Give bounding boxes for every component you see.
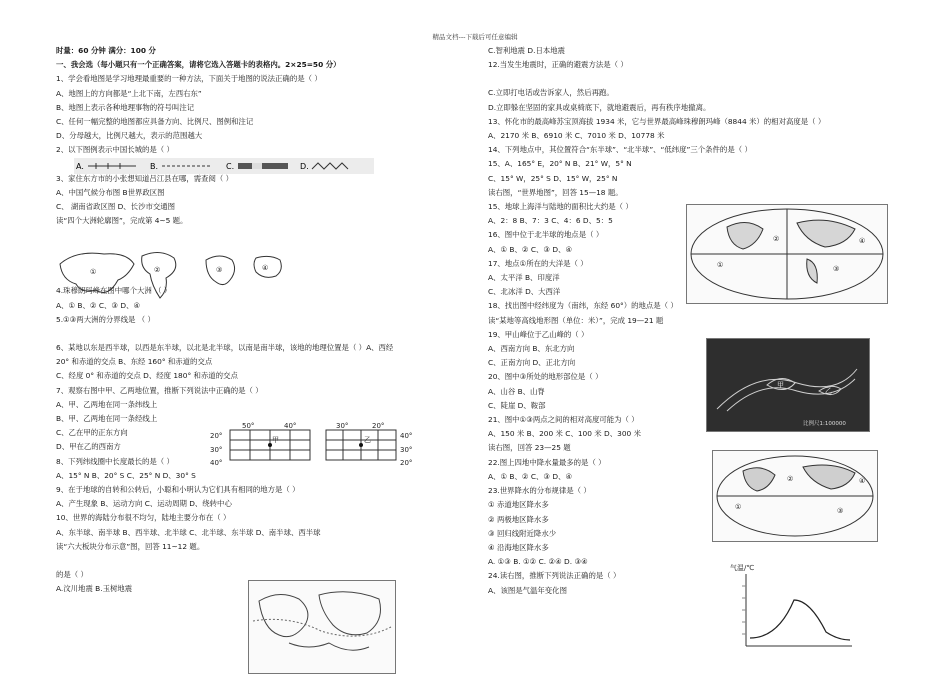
left-column-line: 读“六大板块分布示意”图，回答 11~12 题。 [56,541,205,551]
right-column-line: C、北冰洋 D、大西洋 [488,287,561,297]
svg-text:40°: 40° [284,422,297,430]
left-column-line: D、分母越大，比例尺越大，表示的范围越大 [56,131,203,141]
left-column-line: 2、以下图例表示中国长城的是（ ） [56,145,174,155]
left-column [56,44,466,597]
continent-label-4: ④ [262,264,269,272]
svg-text:30°: 30° [400,446,413,454]
legend-symbols [74,158,374,174]
right-column-line: 14、下列地点中，其位置符合“东半球”、“北半球”、“低纬度”三个条件的是（ ） [488,145,752,155]
svg-text:20°: 20° [210,432,223,440]
right-column-line: 读右图，“世界地图”，回答 15—18 题。 [488,187,623,197]
svg-text:乙: 乙 [825,387,832,395]
latlon-grid-figure [206,420,416,466]
left-column-line: C、 湖南省政区图 D、长沙市交通图 [56,202,176,212]
svg-text:40°: 40° [400,432,413,440]
left-column-line: 10、世界的海陆分布很不均匀，陆地主要分布在（ ） [56,513,231,523]
map-point-3: ③ [833,265,840,273]
left-column-line: A、甲、乙两地在同一条纬线上 [56,399,158,409]
contour-map-figure [706,338,870,432]
right-column-line: ② 两极地区降水多 [488,514,549,524]
right-column-line: D.立即躲在坚固的家具或桌椅底下，就地避震后，再有秩序地撤离。 [488,102,711,112]
svg-text:甲: 甲 [272,436,279,444]
right-column-line: A、① B、② C、③ D、④ [488,471,573,481]
right-column-line: 18、找出图中经纬度为（南纬，东经 60°）的地点是（ ） [488,301,678,311]
right-column-line: A、① B、② C、③ D、④ [488,244,573,254]
page-header: 精品文档---下载后可任意编辑 [432,33,518,41]
svg-text:甲: 甲 [777,381,784,389]
right-column-line: C.立即打电话或告诉家人，然后再跑。 [488,88,614,98]
right-column-line: 21、图中①③两点之间的相对高度可能为（ ） [488,415,639,425]
right-column-line: A、西南方向 B、东北方向 [488,344,575,354]
left-column-line: 一、我会选（每小题只有一个正确答案，请将它选入答题卡的表格内。2×25=50 分） [56,60,341,70]
svg-text:30°: 30° [210,446,223,454]
left-column-line: 7、观察右图中甲、乙两地位置，推断下列说法中正确的是（ ） [56,385,263,395]
left-column-line: 8、下列纬线圈中长度最长的是（ ） [56,456,174,466]
right-column-line: 17、地点①所在的大洋是（ ） [488,258,588,268]
left-column-line: A、中国气候分布图 B世界政区图 [56,187,165,197]
svg-text:C.: C. [226,162,235,171]
left-column-line [56,228,466,242]
svg-text:D.: D. [300,162,309,171]
left-column-line: 读“四个大洲轮廓图”，完成第 4~5 题。 [56,216,188,226]
left-column-line: A、产生现象 B、运动方向 C、运动周期 D、绕转中心 [56,499,232,509]
plate-map-figure [248,580,396,674]
left-column-line: C、任何一幅完整的地图都应具备方向、比例尺、图例和注记 [56,117,254,127]
left-column-line: 3、家住东方市的小张想知道吕江县在哪，需查阅（ ） [56,173,234,183]
right-column-line: 22.图上四地中降水量最多的是（ ） [488,457,606,467]
svg-text:B.: B. [150,162,159,171]
right-column-line: A、太平洋 B、印度洋 [488,273,560,283]
left-column-line: 的是（ ） [56,570,88,580]
left-column-line: A、① B、② C、③ D、④ [56,300,141,310]
left-column-line: A、地图上的方向都是“上北下南，左西右东” [56,88,202,98]
right-column-line: 16、图中位于北半球的地点是（ ） [488,230,604,240]
left-column-line: 6、某地以东是西半球，以西是东半球，以北是北半球，以南是南半球，该地的地理位置是（ ）A、西经 [56,343,394,353]
map-point-1: ① [717,261,724,269]
precip-point-1: ① [735,503,742,511]
temperature-chart-figure [728,560,856,660]
svg-text:20°: 20° [372,422,385,430]
right-column-line: C、15° W，25° S D、15° W，25° N [488,173,618,183]
precip-point-3: ③ [837,507,844,515]
map-point-2: ② [773,235,780,243]
temp-chart-label: 气温/℃ [730,564,755,572]
svg-text:50°: 50° [242,422,255,430]
map-point-4: ④ [859,237,866,245]
left-column-line: D、甲在乙的西南方 [56,442,121,452]
right-column-line: ④ 沿海地区降水多 [488,542,549,552]
right-column-line: 读右图，回答 23—25 题 [488,443,571,453]
right-column-line: C.智利地震 D.日本地震 [488,46,566,55]
left-column-line [56,327,466,341]
svg-text:乙: 乙 [364,436,371,444]
left-column-line: B、甲、乙两地在同一条经线上 [56,414,158,424]
left-column-line: 20° 和赤道的交点 B、东经 160° 和赤道的交点 [56,357,213,367]
right-column-line: C、陡崖 D、鞍部 [488,400,546,410]
right-column-line: A、山谷 B、山脊 [488,386,545,396]
world-map-figure [686,204,888,304]
left-column-line: C、乙在甲的正东方向 [56,428,128,438]
continent-label-2: ② [154,266,161,274]
right-column-line: 19、甲山峰位于乙山峰的（ ） [488,329,589,339]
left-column-line: A、15° N B、20° S C、25° N D、30° S [56,470,196,480]
left-column-line: 1、学会看地图是学习地理最重要的一种方法，下面关于地图的说法正确的是（ ） [56,74,322,84]
left-column-line: 时量：60 分钟 满分：100 分 [56,46,156,55]
right-column-line: A、该图是气温年变化图 [488,585,567,595]
precip-point-4: ④ [859,477,866,485]
left-column-line: B、地图上表示各种地理事物的符号叫注记 [56,102,195,112]
right-column-line: A、2：8 B、7：3 C、4：6 D、5：5 [488,216,613,226]
right-column-line: ③ 回归线附近降水少 [488,528,557,538]
left-column-line: A.汶川地震 B.玉树地震 [56,584,133,594]
right-column-line: 15、地球上海洋与陆地的面积比大约是（ ） [488,202,633,212]
right-column-line: A、2170 米 B、6910 米 C、7010 米 D、10778 米 [488,131,665,141]
precipitation-map-figure [712,450,878,542]
left-column-line [56,554,466,568]
right-column-line: 12.当发生地震时，正确的避震方法是（ ） [488,60,628,70]
right-column-line [488,72,928,86]
great-wall-legend-options [74,158,374,174]
right-column-line: A、150 米 B、200 米 C、100 米 D、300 米 [488,429,641,439]
right-column-line: 24.读右图，推断下列说法正确的是（ ） [488,571,621,581]
svg-text:40°: 40° [210,459,223,466]
left-column-line: 9、在于地球的自转和公转后，小聪和小明认为它们具有相同的地方是（ ） [56,485,300,495]
right-column-line: A. ①③ B. ①② C. ②④ D. ③④ [488,557,588,567]
left-column-line: 4.珠穆朗玛峰在图中哪个大洲 （ ） [56,286,172,296]
right-column-line: 13、怀化市的最高峰苏宝顶海拔 1934 米，它与世界最高峰珠穆朗玛峰（8844 米）的相对高度是（ ） [488,116,826,126]
left-column-line: A、东半球、南半球 B、西半球、北半球 C、北半球、东半球 D、南半球、西半球 [56,527,321,537]
continent-label-1: ① [90,268,97,276]
contour-scale: 比例尺1:100000 [803,421,846,427]
right-column-line: C、正南方向 D、正北方向 [488,358,576,368]
precip-point-2: ② [787,475,794,483]
left-column-line: C、经度 0° 和赤道的交点 D、经度 180° 和赤道的交点 [56,371,238,381]
right-column-line: ① 赤道地区降水多 [488,500,549,510]
right-column-line: 15、A、165° E，20° N B、21° W，5° N [488,159,632,169]
continent-label-3: ③ [216,266,223,274]
right-column-line: 读“某地等高线地形图（单位：米）”，完成 19—21 题 [488,315,664,325]
left-column-line: 5.①③两大洲的分界线是 （ ） [56,314,155,324]
right-column-line: 20、图中③所处的地形部位是（ ） [488,372,603,382]
svg-text:20°: 20° [400,459,413,466]
svg-text:30°: 30° [336,422,349,430]
svg-text:A.: A. [76,162,84,171]
right-column-line: 23.世界降水的分布规律是（ ） [488,486,591,496]
continent-outlines [56,246,296,304]
